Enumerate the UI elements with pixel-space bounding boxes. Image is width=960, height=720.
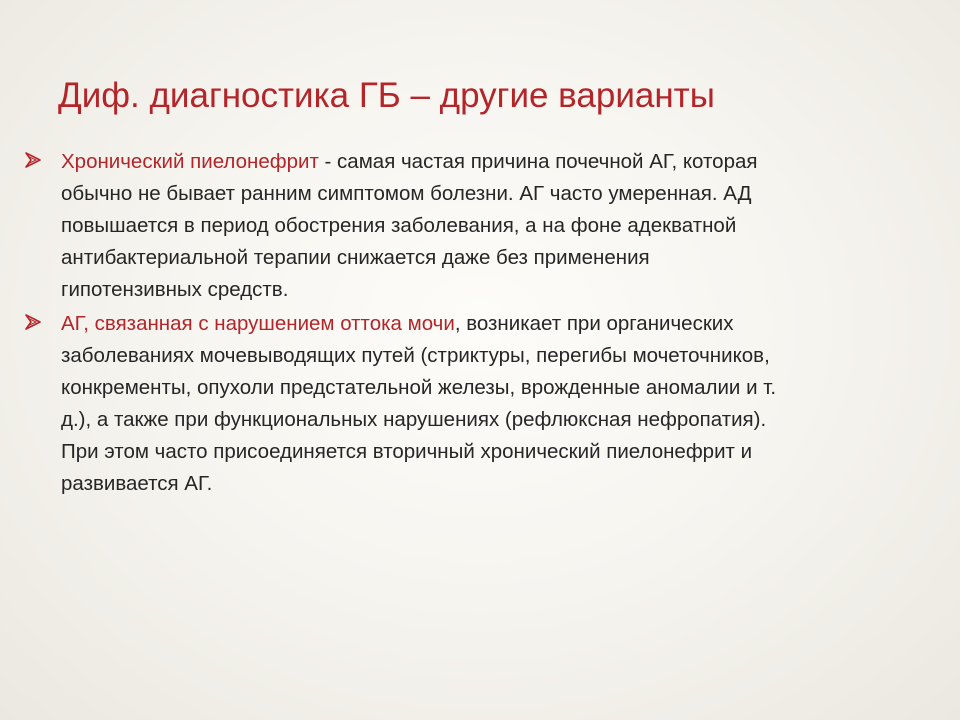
line-text: конкременты, опухоли предстательной железы, врожденные аномалии и т. [61,376,777,399]
line-text: д.), а также при функциональных нарушениях (рефлюксная нефропатия). [61,408,767,431]
line-text: , возникает при органических [454,312,734,335]
bullet-item-urinary-obstruction [61,308,931,500]
highlighted-term: Хронический пиелонефрит [61,150,319,173]
bullet-line [61,468,212,500]
highlighted-term: АГ, связанная с нарушением оттока мочи [61,312,455,335]
bullet-line [61,210,736,242]
bullet-line [61,308,733,340]
bullet-line [61,274,288,306]
line-text: гипотензивных средств. [61,278,289,301]
bullet-line [61,372,776,404]
line-text: - самая частая причина почечной АГ, которая [318,150,758,173]
line-text: обычно не бывает ранним симптомом болезни. АГ часто умеренная. АД [61,182,752,205]
bullet-line [61,178,751,210]
line-text: развивается АГ. [61,472,213,495]
line-text: заболеваниях мочевыводящих путей (стриктуры, перегибы мочеточников, [61,344,770,367]
bullet-item-chronic-pyelonephritis [61,146,931,306]
bullet-line [61,340,770,372]
arrowhead-bullet-icon [24,151,44,171]
arrowhead-bullet-icon [24,313,44,333]
line-text: При этом часто присоединяется вторичный хронический пиелонефрит и [61,440,753,463]
slide-title: Диф. диагностика ГБ – другие варианты [58,76,715,115]
bullet-line [61,404,766,436]
line-text: антибактериальной терапии снижается даже без применения [61,246,650,269]
bullet-line [61,436,752,468]
bullet-line [61,242,650,274]
bullet-line [61,146,757,178]
line-text: повышается в период обострения заболевания, а на фоне адекватной [61,214,737,237]
